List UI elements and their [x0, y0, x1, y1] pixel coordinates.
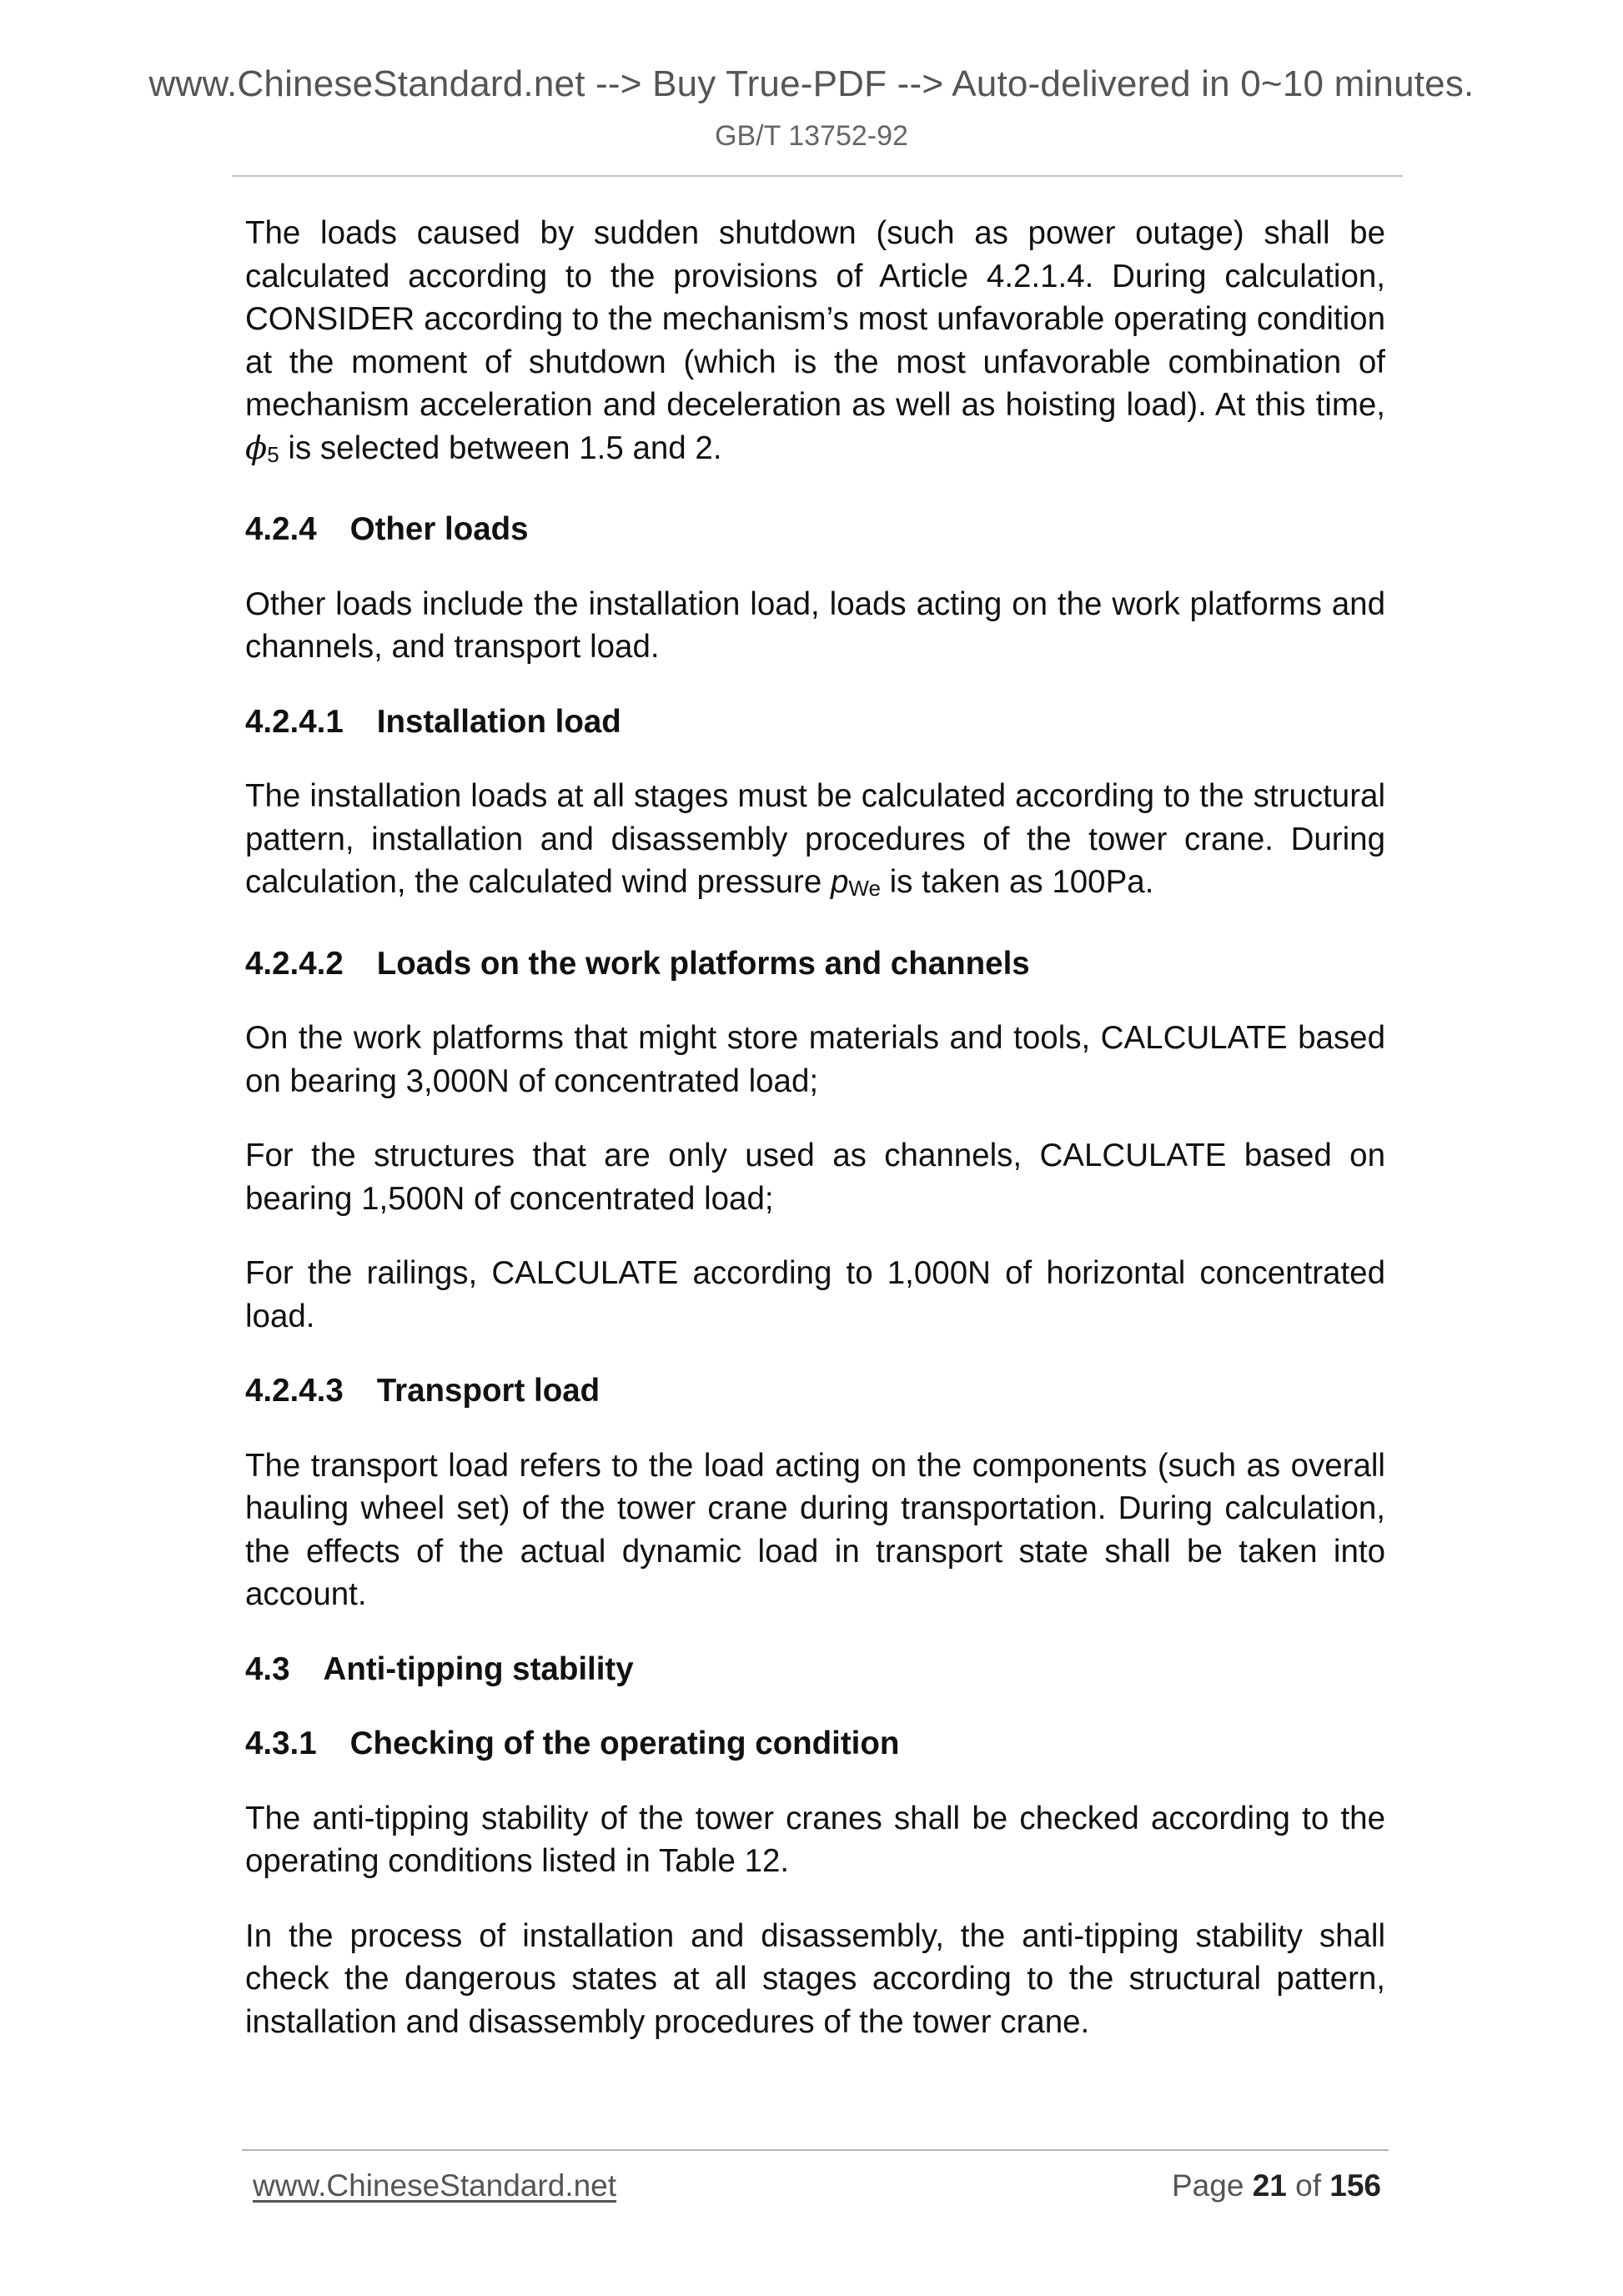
- wind-pressure-subscript: We: [848, 876, 881, 901]
- heading-4-3: [245, 1648, 1385, 1691]
- paragraph-installation-load-text: The installation loads at all stages must be calculated according to the structural pattern, installation and disassembly procedures of the tower crane. During calculation, the calculated wind pressure: [245, 778, 1385, 900]
- heading-title: Transport load: [376, 1373, 600, 1409]
- paragraph-channels: For the structures that are only used as channels, CALCULATE based on bearing 1,500N of concentrated load;: [245, 1138, 1385, 1217]
- heading-number: 4.2.4.3: [245, 1373, 344, 1409]
- heading-number: 4.3: [245, 1650, 290, 1687]
- heading-title: Anti-tipping stability: [323, 1650, 634, 1687]
- page-word: Page: [1171, 2168, 1244, 2203]
- heading-number: 4.3.1: [245, 1726, 317, 1761]
- wind-pressure-symbol: p: [830, 864, 849, 900]
- heading-4-2-4-2: [245, 942, 1385, 986]
- paragraph-sudden-shutdown-end: is selected between 1.5 and 2.: [288, 430, 722, 466]
- paragraph-installation-load-end: is taken as 100Pa.: [889, 864, 1154, 900]
- page-content: [245, 212, 1385, 2075]
- paragraph-transport-load: The transport load refers to the load acting on the components (such as overall hauling wheel set) of the tower crane during transportation. During calculation, the effects of the actual dynamic load in transport state shall be taken into account.: [245, 1447, 1385, 1612]
- page-indicator: [1172, 2168, 1381, 2203]
- heading-number: 4.2.4.1: [245, 703, 344, 740]
- paragraph-other-loads: Other loads include the installation load, loads acting on the work platforms and channels, and transport load.: [245, 585, 1385, 665]
- of-word: of: [1295, 2168, 1321, 2203]
- page-current: 21: [1252, 2168, 1287, 2203]
- paragraph-sudden-shutdown: [245, 212, 1385, 476]
- heading-title: Installation load: [376, 703, 621, 740]
- heading-4-2-4: [245, 508, 1385, 551]
- phi-symbol: ϕ: [245, 429, 268, 467]
- header-banner: www.ChineseStandard.net --> Buy True-PDF --> Auto-delivered in 0~10 minutes.: [148, 63, 1475, 104]
- heading-title: Other loads: [349, 511, 529, 547]
- heading-4-2-4-3: [245, 1369, 1385, 1413]
- header-divider: [232, 175, 1403, 177]
- phi-subscript: 5: [267, 441, 279, 467]
- footer-site-link[interactable]: www.ChineseStandard.net: [253, 2168, 617, 2203]
- paragraph-work-platforms: On the work platforms that might store materials and tools, CALCULATE based on bearing 3,000N of concentrated load;: [245, 1020, 1385, 1099]
- paragraph-installation-load: [245, 775, 1385, 911]
- paragraph-anti-tipping-check: The anti-tipping stability of the tower cranes shall be checked according to the operating conditions listed in Table 12.: [245, 1800, 1385, 1879]
- paragraph-installation-disassembly: In the process of installation and disassembly, the anti-tipping stability shall check the dangerous states at all stages according to the structural pattern, installation and disassembly procedures of the tower crane.: [245, 1917, 1385, 2040]
- heading-4-2-4-1: [245, 701, 1385, 744]
- heading-number: 4.2.4: [245, 511, 317, 547]
- paragraph-railings: For the railings, CALCULATE according to 1,000N of horizontal concentrated load.: [245, 1255, 1385, 1334]
- standard-number: GB/T 13752-92: [715, 120, 908, 152]
- heading-4-3-1: [245, 1722, 1385, 1766]
- heading-number: 4.2.4.2: [245, 945, 344, 982]
- paragraph-sudden-shutdown-text: The loads caused by sudden shutdown (such as power outage) shall be calculated according to the provisions of Article 4.2.1.4. During calculation, CONSIDER according to the mechanism’s most unfavorable operating condition at the moment of shutdown (which is the most unfavorable combination of mechanism acceleration and deceleration as well as hoisting load). At this time,: [245, 215, 1385, 423]
- page-total: 156: [1329, 2168, 1381, 2203]
- heading-title: Checking of the operating condition: [349, 1726, 900, 1761]
- footer-divider: [242, 2149, 1389, 2151]
- heading-title: Loads on the work platforms and channels: [376, 945, 1030, 982]
